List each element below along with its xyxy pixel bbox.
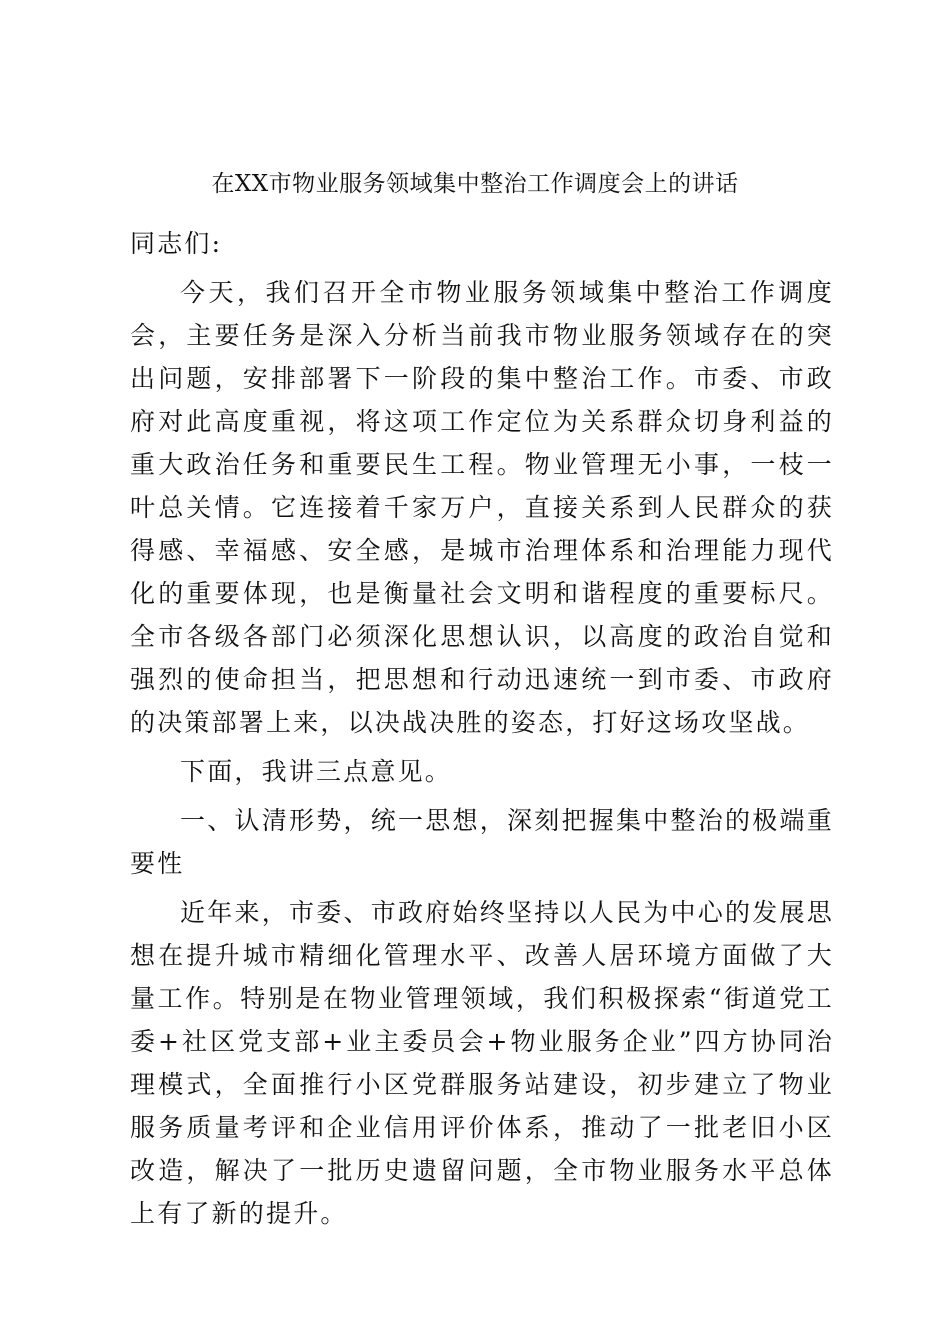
salutation: 同志们: <box>130 229 223 258</box>
section-heading-1: 一、认清形势，统一思想，深刻把握集中整治的极端重要性 <box>130 806 834 878</box>
document-body <box>130 222 834 1241</box>
paragraph-opening: 今天，我们召开全市物业服务领域集中整治工作调度会，主要任务是深入分析当前我市物业服务领域存在的突出问题，安排部署下一阶段的集中整治工作。市委、市政府对此高度重视，将这项工作定位为关系群众切身利益的重大政治任务和重要民生工程。物业管理无小事，一枝一叶总关情。它连接着千家万户，直接关系到人民群众的获得感、幸福感、安全感，是城市治理体系和治理能力现代化的重要体现，也是衡量社会文明和谐程度的重要标尺。全市各级各部门必须深化思想认识，以高度的政治自觉和强烈的使命担当，把思想和行动迅速统一到市委、市政府的决策部署上来，以决战决胜的姿态，打好这场攻坚战。 <box>130 278 834 737</box>
paragraph-section-1: 近年来，市委、市政府始终坚持以人民为中心的发展思想在提升城市精细化管理水平、改善人居环境方面做了大量工作。特别是在物业管理领域，我们积极探索“街道党工委+社区党支部+业主委员会+物业服务企业”四方协同治理模式，全面推行小区党群服务站建设，初步建立了物业服务质量考评和企业信用评价体系，推动了一批老旧小区改造，解决了一批历史遗留问题，全市物业服务水平总体上有了新的提升。 <box>130 898 834 1228</box>
document-title: 在XX市物业服务领域集中整治工作调度会上的讲话 <box>211 171 739 197</box>
paragraph-transition: 下面，我讲三点意见。 <box>180 757 453 786</box>
